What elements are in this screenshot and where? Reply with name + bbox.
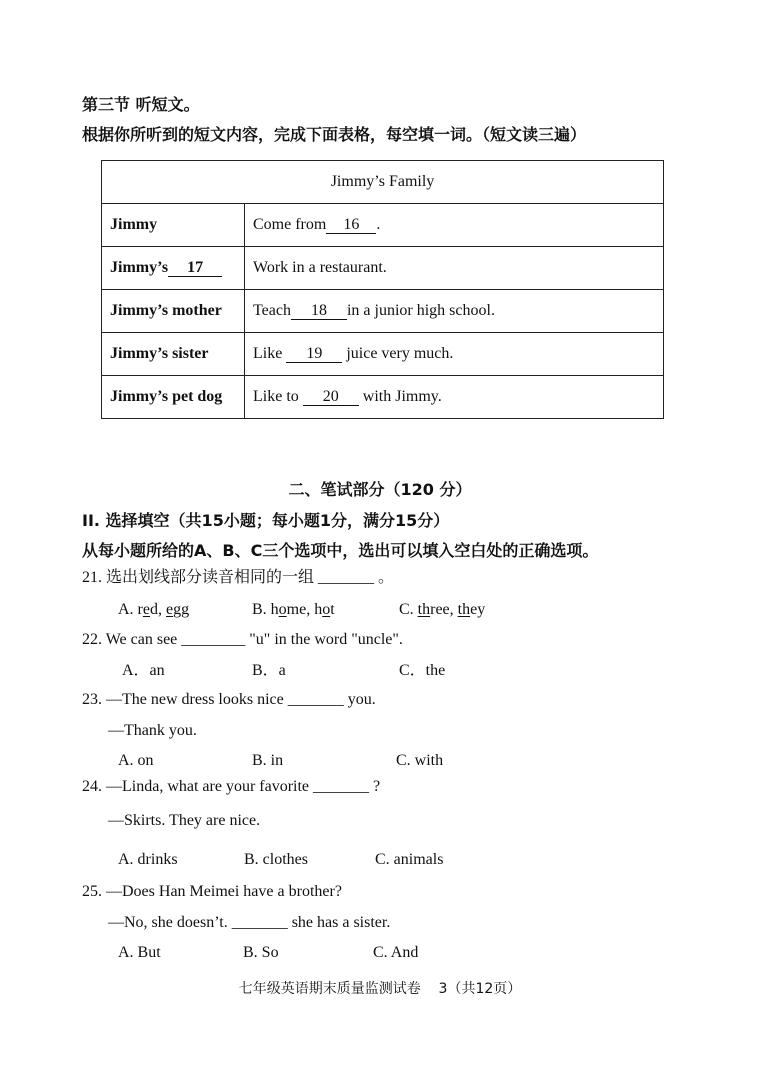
table-caption-row [102,161,664,204]
table-row [102,333,664,376]
row-text: in a junior high school. [346,302,495,319]
row-text: . [376,216,381,233]
question-25-option-b: B. So [243,944,279,961]
question-22-option-b: B．a [252,662,286,679]
answer-blank: 19 [286,346,342,363]
question-25-reply: —No, she doesn’t. _______ she has a sister. [108,914,391,931]
option-text: me, h [286,601,323,618]
row-content [245,204,664,247]
question-25-stem: 25. —Does Han Meimei have a brother? [82,883,342,900]
underlined-letters: e [166,601,174,618]
option-text: gg [173,601,190,618]
underlined-letters: th [417,601,431,618]
question-23-stem: 23. —The new dress looks nice _______ you. [82,691,376,708]
underlined-letters: o [322,601,331,618]
row-text: Come from [253,216,327,233]
row-text: Like [253,345,287,362]
row-label: Jimmy [102,204,245,247]
underlined-letters: th [457,601,471,618]
question-24-option-b: B. clothes [244,851,308,868]
family-table [101,160,664,419]
option-text: ree, [430,601,458,618]
question-24-stem: 24. —Linda, what are your favorite _______ ? [82,778,381,795]
page-footer: 七年级英语期末质量监测试卷 3（共12页） [238,981,522,997]
row-text: Teach [253,302,291,319]
row-label [102,247,245,290]
option-text: d, [150,601,166,618]
question-23-option-a: A. on [118,752,154,769]
answer-blank: 18 [291,303,347,320]
question-24-option-c: C. animals [375,851,444,868]
table-row [102,376,664,419]
part-instruction: 从每小题所给的A、B、C三个选项中，选出可以填入空白处的正确选项。 [82,541,599,560]
row-label: Jimmy’s pet dog [102,376,245,419]
table-row [102,247,664,290]
question-23-option-b: B. in [252,752,284,769]
option-text: A. r [118,601,143,618]
part-title: 二、笔试部分（120 分） [288,480,472,499]
question-21-option-a [118,600,189,620]
row-label: Jimmy’s mother [102,290,245,333]
question-25-option-a: A. But [118,944,161,961]
question-21-option-c [399,600,485,620]
question-22-option-c: C．the [399,662,446,679]
option-text: t [330,601,335,618]
answer-blank: 17 [168,260,222,277]
underlined-letters: e [142,601,150,618]
table-row [102,204,664,247]
table-row [102,290,664,333]
row-text: Like to [253,388,303,405]
question-23-reply: —Thank you. [108,722,197,739]
row-label-text: Jimmy’s [110,259,169,276]
option-text: B. h [252,601,279,618]
underlined-letters: o [278,601,287,618]
question-22-option-a: A．an [122,662,165,679]
question-21-option-b [252,600,335,620]
section-instruction: 根据你所听到的短文内容，完成下面表格，每空填一词。（短文读三遍） [82,125,587,144]
answer-blank: 20 [303,389,359,406]
question-23-option-c: C. with [396,752,444,769]
row-label: Jimmy’s sister [102,333,245,376]
question-24-option-a: A. drinks [118,851,178,868]
question-25-option-c: C. And [373,944,419,961]
part-section-title: II. 选择填空（共15小题；每小题1分，满分15分） [82,511,450,530]
option-text: C. [399,601,418,618]
answer-blank: 16 [326,217,376,234]
row-text: with Jimmy. [358,388,442,405]
row-text: juice very much. [342,345,454,362]
option-text: ey [470,601,486,618]
row-content [245,333,664,376]
table-caption: Jimmy’s Family [102,161,664,204]
question-24-reply: —Skirts. They are nice. [108,812,261,829]
row-content [245,290,664,333]
section-title: 第三节 听短文。 [82,95,200,114]
question-21-stem: 21. 选出划线部分读音相同的一组 _______ 。 [82,569,395,586]
row-content [245,376,664,419]
row-content: Work in a restaurant. [245,247,664,290]
question-22-stem: 22. We can see ________ "u" in the word "uncle". [82,631,403,648]
